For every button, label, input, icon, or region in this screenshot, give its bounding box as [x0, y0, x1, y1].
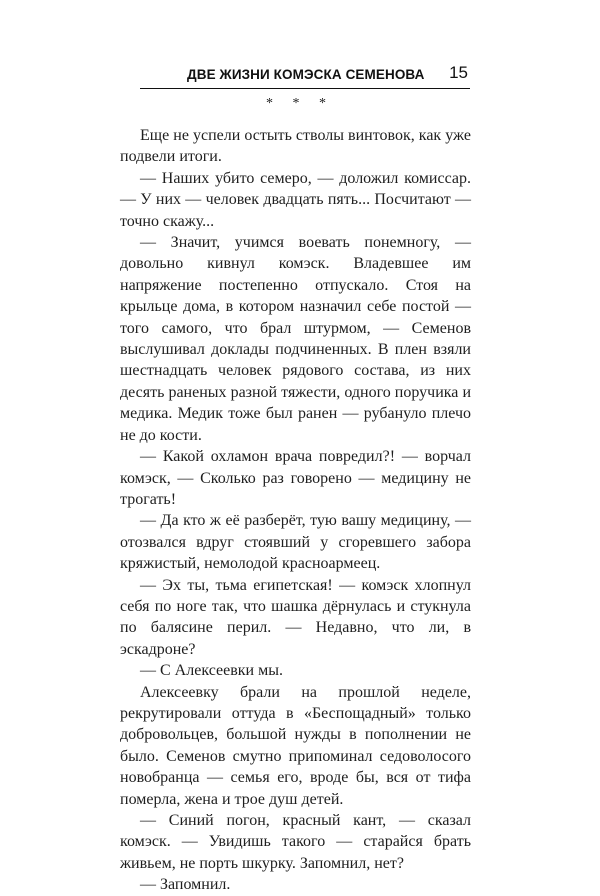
- header-rule: [140, 88, 470, 89]
- paragraph: Алексеевку брали на прошлой неделе, рекрутировали оттуда в «Беспощадный» только добровольцев, большой нужды в пополнении не было. Семенов смутно припоминал седоволосого новобранца — семья его, вроде бы, вся от тифа померла, жена и трое душ детей.: [120, 683, 471, 808]
- paragraph: — Значит, учимся воевать понемногу, — довольно кивнул комэск. Владевшее им напряжение постепенно отпускало. Стоя на крыльце дома, в котором назначил себе постой — того самого, что брал штурмом, — Семенов выслушивал доклады подчиненных. В плен взяли шестнадцать человек рядового состава, из них десять раненых разной тяжести, одного поручика и медика. Медик тоже был ранен — рубануло плечо не до кости.: [120, 234, 471, 444]
- page-number: 15: [449, 63, 468, 82]
- page-header: [140, 58, 470, 88]
- paragraph: — Какой охламон врача повредил?! — ворчал комэск, — Сколько раз говорено — медицину не трогать!: [120, 448, 471, 508]
- paragraph: — Да кто ж её разберёт, тую вашу медицину, — отозвался вдруг стоявший у сгоревшего забора кряжистый, немолодой красноармеец.: [120, 512, 471, 573]
- paragraph: — Запомнил.: [140, 876, 231, 894]
- paragraph: — Эх ты, тьма египетская! — комэск хлопнул себя по ноге так, что шашка дёрнулась и стукнула по балясине перил. — Недавно, что ли, в эскадроне?: [120, 576, 471, 658]
- paragraph: — Наших убито семеро, — доложил комиссар. — У них — человек двадцать пять... Посчитают — точно скажу...: [120, 169, 471, 230]
- paragraph: Еще не успели остыть стволы винтовок, как уже подвели итоги.: [120, 127, 471, 166]
- paragraph: — С Алексеевки мы.: [140, 662, 283, 680]
- section-separator: * * *: [266, 96, 334, 111]
- body-text: [120, 125, 471, 896]
- paragraph: — Синий погон, красный кант, — сказал комэск. — Увидишь такого — старайся брать живьем, не порть шкурку. Запомнил, нет?: [120, 812, 471, 872]
- running-title: ДВЕ ЖИЗНИ КОМЭСКА СЕМЕНОВА: [187, 67, 425, 82]
